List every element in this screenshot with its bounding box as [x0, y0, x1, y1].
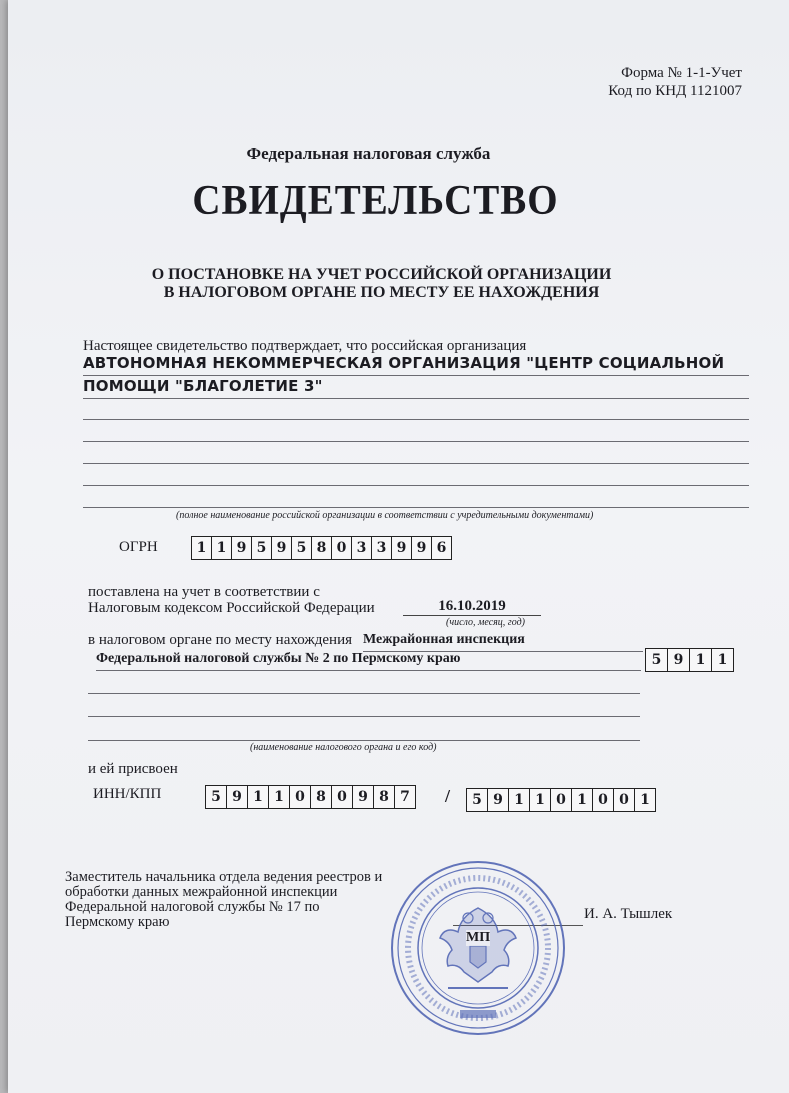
authority-caption: (наименование налогового органа и его код) [250, 742, 437, 753]
blank-line [88, 740, 640, 741]
kpp-digit: 0 [614, 789, 635, 811]
organization-name-line-1: АВТОНОМНАЯ НЕКОММЕРЧЕСКАЯ ОРГАНИЗАЦИЯ "ЦЕНТР СОЦИАЛЬНОЙ [83, 354, 749, 376]
authority-code-digit: 5 [646, 649, 668, 671]
blank-line [83, 441, 749, 442]
ogrn-digit: 5 [292, 537, 312, 559]
tax-authority-line-1: Межрайонная инспекция [363, 632, 643, 652]
kpp-digit-boxes [466, 788, 656, 812]
form-identifier [608, 64, 742, 100]
signer-position-line: обработки данных межрайонной инспекции [65, 884, 338, 900]
blank-line [88, 693, 640, 694]
inn-digit: 9 [353, 786, 374, 808]
ogrn-digit: 0 [332, 537, 352, 559]
ogrn-digit: 6 [436, 540, 447, 556]
inn-digit: 8 [311, 786, 332, 808]
ogrn-label: ОГРН [119, 539, 158, 555]
registration-date: 16.10.2019 [403, 598, 541, 616]
assigned-text: и ей присвоен [88, 761, 178, 777]
ogrn-digit: 1 [212, 537, 232, 559]
blank-line [83, 507, 749, 508]
form-number: Форма № 1-1-Учет [621, 65, 742, 81]
inn-digit-boxes [205, 785, 416, 809]
organization-name-line-2: ПОМОЩИ "БЛАГОЛЕТИЕ 3" [83, 377, 749, 399]
registration-basis-line-2: Налоговым кодексом Российской Федерации [88, 600, 375, 616]
blank-line [88, 716, 640, 717]
signer-position [65, 870, 405, 930]
kpp-digit: 1 [530, 789, 551, 811]
issuing-service: Федеральная налоговая служба [246, 144, 491, 163]
blank-line [83, 485, 749, 486]
authority-intro: в налоговом органе по месту нахождения [88, 632, 353, 648]
ogrn-digit: 9 [412, 537, 432, 559]
inn-digit: 0 [332, 786, 353, 808]
organization-caption: (полное наименование российской организации в соответствии с учредительными документами) [176, 510, 594, 521]
ogrn-digit: 9 [272, 537, 292, 559]
ogrn-digit: 9 [392, 537, 412, 559]
certificate-sheet [8, 0, 789, 1093]
inn-digit: 1 [248, 786, 269, 808]
inn-digit: 5 [206, 786, 227, 808]
authority-code-digit: 1 [690, 649, 712, 671]
subtitle-line-1: О ПОСТАНОВКЕ НА УЧЕТ РОССИЙСКОЙ ОРГАНИЗАЦИИ [151, 266, 612, 283]
ogrn-digit: 1 [192, 537, 212, 559]
signer-position-line: Заместитель начальника отдела ведения реестров и [65, 869, 383, 885]
authority-code-boxes [645, 648, 734, 672]
signer-position-line: Пермскому краю [65, 914, 170, 930]
inn-digit: 7 [400, 789, 410, 805]
inn-digit: 1 [269, 786, 290, 808]
signer-position-line: Федеральной налоговой службы № 17 по [65, 899, 320, 915]
inn-digit: 8 [374, 786, 395, 808]
ogrn-digit: 3 [352, 537, 372, 559]
kpp-digit: 1 [509, 789, 530, 811]
confirmation-text: Настоящее свидетельство подтверждает, что российская организация [83, 338, 527, 354]
ogrn-digit: 5 [252, 537, 272, 559]
ogrn-digit: 8 [312, 537, 332, 559]
document-title: СВИДЕТЕЛЬСТВО [192, 177, 559, 224]
inn-digit: 0 [290, 786, 311, 808]
registration-basis-line-1: поставлена на учет в соответствии с [88, 584, 320, 600]
kpp-digit: 5 [467, 789, 488, 811]
tax-authority-line-2: Федеральной налоговой службы № 2 по Пермскому краю [96, 651, 641, 671]
stamp-place-label: МП [466, 930, 491, 945]
blank-line [83, 463, 749, 464]
inn-kpp-separator: / [445, 786, 451, 806]
kpp-digit: 1 [640, 792, 650, 808]
kpp-digit: 0 [551, 789, 572, 811]
inn-kpp-label: ИНН/КПП [93, 786, 162, 802]
official-seal-icon [388, 858, 568, 1038]
inn-digit: 9 [227, 786, 248, 808]
authority-code-digit: 1 [717, 652, 728, 668]
ogrn-digit: 3 [372, 537, 392, 559]
signer-name: И. А. Тышлек [584, 906, 673, 922]
kpp-digit: 0 [593, 789, 614, 811]
blank-line [83, 419, 749, 420]
kpp-digit: 1 [572, 789, 593, 811]
subtitle-line-2: В НАЛОГОВОМ ОРГАНЕ ПО МЕСТУ ЕЕ НАХОЖДЕНИЯ [163, 284, 600, 301]
ogrn-digit-boxes [191, 536, 452, 560]
document-subtitle [0, 266, 772, 302]
authority-code-digit: 9 [668, 649, 690, 671]
date-caption: (число, месяц, год) [446, 617, 525, 628]
ogrn-digit: 9 [232, 537, 252, 559]
kpp-digit: 9 [488, 789, 509, 811]
knd-code: Код по КНД 1121007 [608, 83, 742, 99]
